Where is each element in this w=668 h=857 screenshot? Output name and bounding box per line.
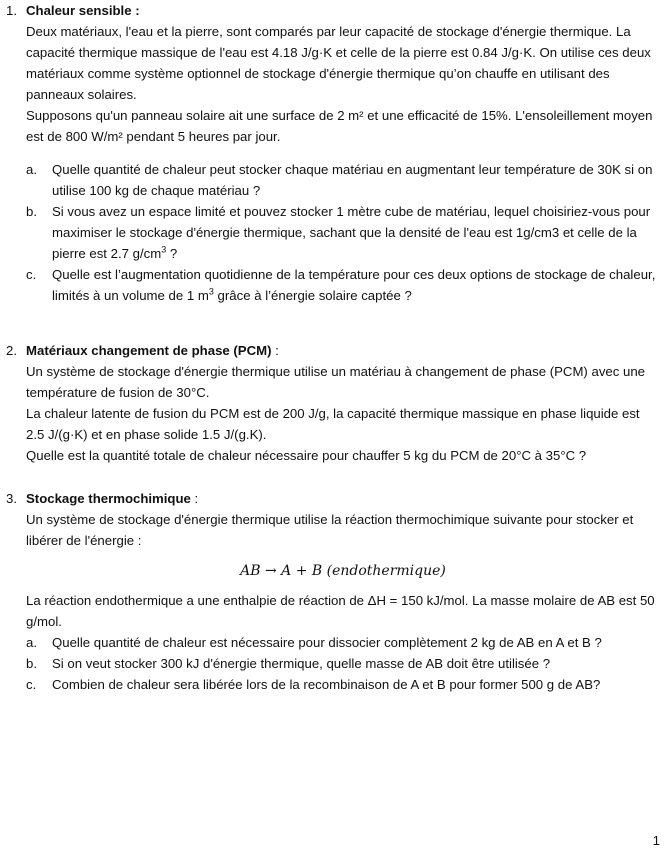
question-label: c. xyxy=(26,267,37,282)
section-title: Chaleur sensible : xyxy=(26,3,140,18)
question-label: a. xyxy=(26,162,37,177)
reaction-equation: AB → A + B (endothermique) xyxy=(240,563,446,579)
paragraph: Deux matériaux, l'eau et la pierre, sont comparés par leur capacité de stockage d'énergie thermique. La capacité thermique massique de l'eau est 4.18 J/g·K et celle de la pierre est 0.84 J/g·K. On utilise ces deux matériaux comme système optionnel de stockage d'énergie thermique qu’on chauffe en utilisant des panneaux solaires. xyxy=(26,24,651,102)
question-label: a. xyxy=(26,635,37,650)
paragraph: La réaction endothermique a une enthalpie de réaction de ΔH = 150 kJ/mol. La masse molaire de AB est 50 g/mol. xyxy=(26,593,655,629)
question-text: Quelle quantité de chaleur est nécessaire pour dissocier complètement 2 kg de AB en A et B ? xyxy=(52,635,602,650)
section-title: Matériaux changement de phase (PCM) xyxy=(26,343,272,358)
question-label: c. xyxy=(26,677,37,692)
superscript: 3 xyxy=(208,286,214,297)
question-text: Si on veut stocker 300 kJ d'énergie thermique, quelle masse de AB doit être utilisée ? xyxy=(52,656,551,671)
question-label: b. xyxy=(26,656,37,671)
paragraph: La chaleur latente de fusion du PCM est de 200 J/g, la capacité thermique massique en phase liquide est 2.5 J/(g·K) et en phase solide 1.5 J/(g.K). xyxy=(26,406,640,442)
question-b xyxy=(26,653,660,674)
paragraph: Supposons qu'un panneau solaire ait une surface de 2 m² et une efficacité de 15%. L'ensoleillement moyen est de 800 W/m² pendant 5 heures par jour. xyxy=(26,108,653,144)
question-label: b. xyxy=(26,204,37,219)
question-text: Si vous avez un espace limité et pouvez stocker 1 mètre cube de matériau, lequel choisiriez-vous pour maximiser le stockage d'énergie thermique, sachant que la densité de l'eau est 1g/cm3 et celle de la pierre est 2.7 g/cm xyxy=(52,204,651,261)
question-text: Quelle est l’augmentation quotidienne de la température pour ces deux options de stockage de chaleur, limités à un volume de 1 m xyxy=(52,267,656,303)
section-title-suffix: : xyxy=(271,343,279,358)
question-text-end: grâce à l’énergie solaire captée ? xyxy=(213,288,412,303)
question-text: Combien de chaleur sera libérée lors de la recombinaison de A et B pour former 500 g de AB? xyxy=(52,677,601,692)
question-a xyxy=(26,159,660,201)
page-number: 1 xyxy=(652,833,660,848)
section-number: 2. xyxy=(6,343,17,358)
section-body xyxy=(26,488,660,695)
paragraph: Un système de stockage d'énergie thermique utilise la réaction thermochimique suivante pour stocker et libérer de l'énergie : xyxy=(26,512,634,548)
question-b xyxy=(26,201,660,264)
section-body xyxy=(26,0,660,306)
section-title: Stockage thermochimique xyxy=(26,491,191,506)
section-number: 1. xyxy=(6,3,17,18)
paragraph: Un système de stockage d'énergie thermique utilise un matériau à changement de phase (PCM) avec une température de fusion de 30°C. xyxy=(26,364,646,400)
section-title-suffix: : xyxy=(190,491,199,506)
paragraph: Quelle est la quantité totale de chaleur nécessaire pour chauffer 5 kg du PCM de 20°C à 35°C ? xyxy=(26,448,587,463)
question-c xyxy=(26,674,660,695)
question-text: Quelle quantité de chaleur peut stocker chaque matériau en augmentant leur température de 30K si on utilise 100 kg de chaque matériau ? xyxy=(52,162,653,198)
section-number: 3. xyxy=(6,491,17,506)
section-body xyxy=(26,340,660,466)
question-text-end: ? xyxy=(166,246,178,261)
question-a xyxy=(26,632,660,653)
superscript: 3 xyxy=(161,244,167,255)
question-c xyxy=(26,264,660,306)
